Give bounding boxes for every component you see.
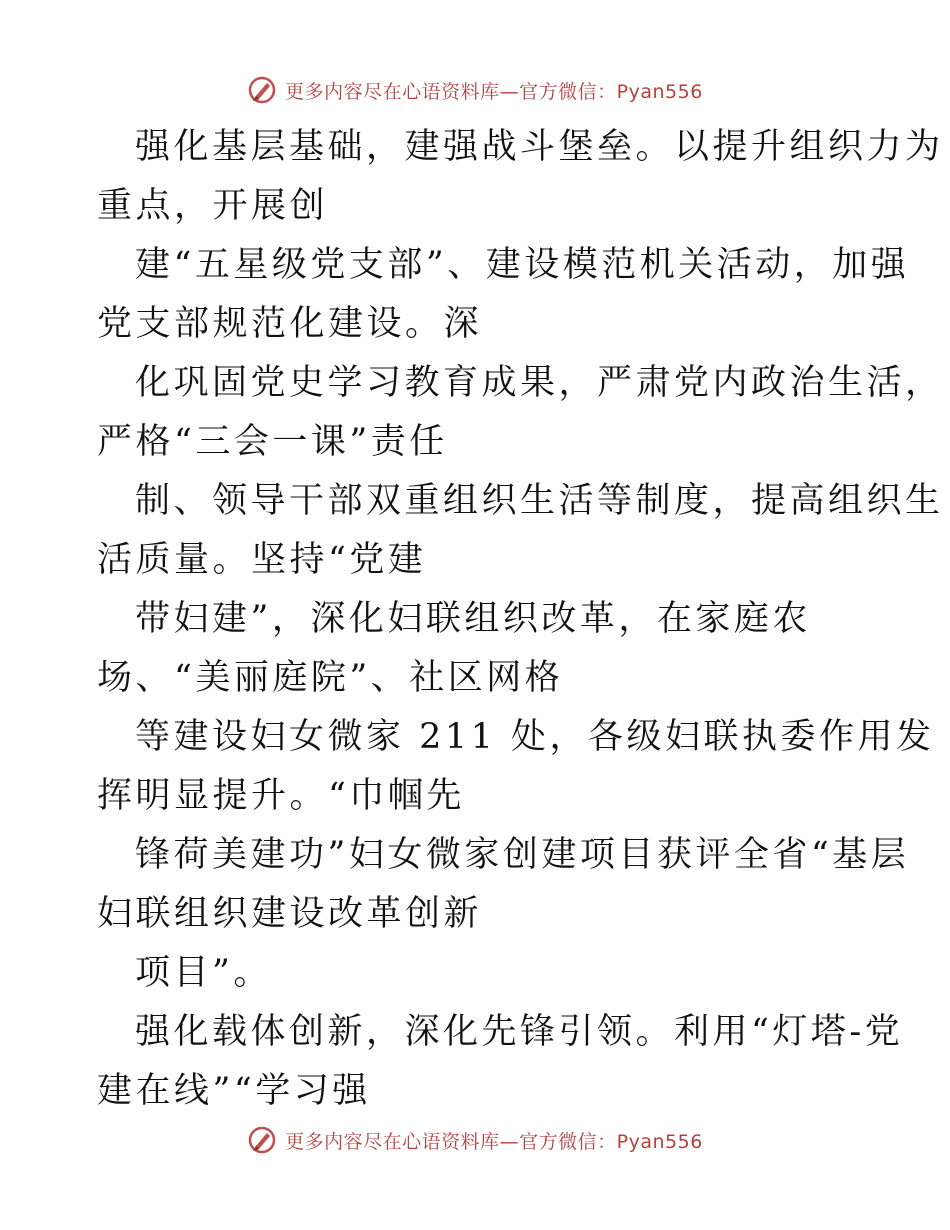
text-line: 建“五星级党支部”、建设模范机关活动，加强 [135,245,910,285]
text-line: 锋荷美建功”妇女微家创建项目获评全省“基层 [135,835,910,875]
text-line: 重点，开展创 [97,186,329,226]
text-line: 带妇建”，深化妇联组织改革，在家庭农 [135,599,811,639]
text-line: 严格“三会一课”责任 [97,422,448,462]
pen-logo-icon [247,75,277,105]
text-line: 建在线”“学习强 [97,1071,371,1111]
document-body [97,118,944,1121]
text-line: 妇联组织建设改革创新 [97,894,483,934]
watermark-text: 更多内容尽在心语资料库—官方微信：Pyan556 [285,1130,703,1153]
text-line: 强化载体创新，深化先锋引领。利用“灯塔-党 [135,1012,904,1052]
pen-logo-icon [247,1125,277,1155]
text-line: 等建设妇女微家 211 处，各级妇联执委作用发 [135,717,935,757]
text-line: 项目”。 [135,953,272,993]
watermark-text: 更多内容尽在心语资料库—官方微信：Pyan556 [285,80,703,103]
text-line: 挥明显提升。“巾帼先 [97,776,465,816]
text-line: 制、领导干部双重组织生活等制度，提高组织生 [135,481,944,521]
text-line: 化巩固党史学习教育成果，严肃党内政治生活， [135,363,944,403]
text-line: 强化基层基础，建强战斗堡垒。以提升组织力为 [135,127,944,167]
footer-watermark [0,1120,950,1160]
header-watermark [0,70,950,110]
text-line: 党支部规范化建设。深 [97,304,483,344]
text-line: 场、“美丽庭院”、社区网格 [97,658,564,698]
text-line: 活质量。坚持“党建 [97,540,427,580]
